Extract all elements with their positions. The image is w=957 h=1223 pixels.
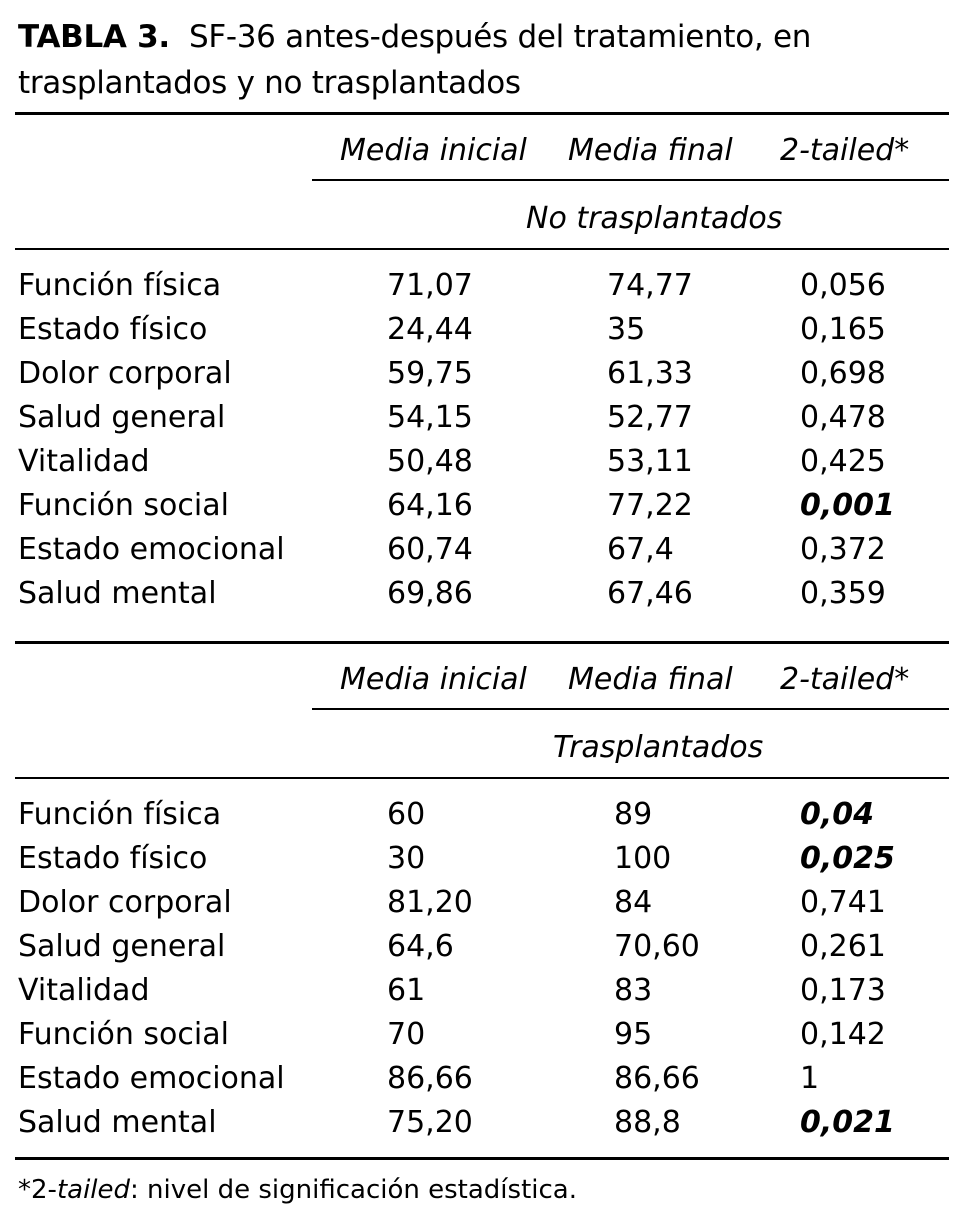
group-title: Trasplantados: [553, 730, 764, 765]
table-rule-top: [15, 641, 949, 644]
row-label: Salud mental: [18, 576, 217, 611]
value-final: 77,22: [607, 488, 693, 523]
column-header: Media inicial: [340, 133, 527, 168]
row-label: Vitalidad: [18, 444, 150, 479]
value-initial: 59,75: [387, 356, 473, 391]
table-footnote: *2-tailed: nivel de significación estadística.: [18, 1175, 577, 1205]
value-initial: 61: [387, 973, 426, 1008]
table-rule-top: [15, 112, 949, 115]
row-label: Estado emocional: [18, 532, 285, 567]
value-p: 0,001: [800, 488, 895, 523]
value-initial: 86,66: [387, 1061, 473, 1096]
table-rule-bottom: [15, 1157, 949, 1160]
value-final: 67,4: [607, 532, 674, 567]
value-initial: 30: [387, 841, 426, 876]
value-p: 0,021: [800, 1105, 895, 1140]
row-label: Vitalidad: [18, 973, 150, 1008]
value-initial: 50,48: [387, 444, 473, 479]
value-p: 0,698: [800, 356, 886, 391]
value-p: 1: [800, 1061, 820, 1096]
row-label: Función social: [18, 1017, 229, 1052]
value-initial: 71,07: [387, 268, 473, 303]
value-final: 95: [614, 1017, 653, 1052]
column-header: Media final: [568, 133, 733, 168]
value-initial: 24,44: [387, 312, 473, 347]
row-label: Estado físico: [18, 841, 208, 876]
column-header: 2-tailed*: [780, 662, 910, 697]
value-p: 0,142: [800, 1017, 886, 1052]
group-title: No trasplantados: [526, 201, 783, 236]
value-final: 84: [614, 885, 653, 920]
value-p: 0,478: [800, 400, 886, 435]
value-initial: 54,15: [387, 400, 473, 435]
group-title-rule: [15, 777, 949, 779]
value-p: 0,261: [800, 929, 886, 964]
row-label: Estado emocional: [18, 1061, 285, 1096]
row-label: Salud mental: [18, 1105, 217, 1140]
value-p: 0,056: [800, 268, 886, 303]
value-final: 83: [614, 973, 653, 1008]
column-header: 2-tailed*: [780, 133, 910, 168]
row-label: Dolor corporal: [18, 885, 232, 920]
value-initial: 81,20: [387, 885, 473, 920]
value-initial: 64,6: [387, 929, 454, 964]
value-p: 0,165: [800, 312, 886, 347]
value-p: 0,04: [800, 797, 875, 832]
row-label: Dolor corporal: [18, 356, 232, 391]
column-header: Media final: [568, 662, 733, 697]
value-final: 100: [614, 841, 672, 876]
table-caption: [18, 14, 948, 106]
value-final: 61,33: [607, 356, 693, 391]
value-initial: 60,74: [387, 532, 473, 567]
value-initial: 69,86: [387, 576, 473, 611]
value-final: 52,77: [607, 400, 693, 435]
row-label: Función física: [18, 268, 222, 303]
column-header-rule: [312, 179, 949, 181]
row-label: Salud general: [18, 929, 226, 964]
value-final: 35: [607, 312, 646, 347]
value-final: 88,8: [614, 1105, 681, 1140]
value-p: 0,372: [800, 532, 886, 567]
value-initial: 75,20: [387, 1105, 473, 1140]
value-initial: 70: [387, 1017, 426, 1052]
column-header: Media inicial: [340, 662, 527, 697]
value-final: 89: [614, 797, 653, 832]
group-title-rule: [15, 248, 949, 250]
table-number: TABLA 3.: [18, 19, 170, 55]
row-label: Estado físico: [18, 312, 208, 347]
row-label: Función física: [18, 797, 222, 832]
value-final: 74,77: [607, 268, 693, 303]
value-final: 67,46: [607, 576, 693, 611]
value-initial: 60: [387, 797, 426, 832]
row-label: Función social: [18, 488, 229, 523]
table-title: SF-36 antes-después del tratamiento, en trasplantados y no trasplantados: [18, 19, 812, 101]
value-p: 0,741: [800, 885, 886, 920]
row-label: Salud general: [18, 400, 226, 435]
value-p: 0,173: [800, 973, 886, 1008]
value-initial: 64,16: [387, 488, 473, 523]
value-final: 70,60: [614, 929, 700, 964]
value-final: 53,11: [607, 444, 693, 479]
value-p: 0,025: [800, 841, 895, 876]
value-p: 0,359: [800, 576, 886, 611]
value-p: 0,425: [800, 444, 886, 479]
value-final: 86,66: [614, 1061, 700, 1096]
column-header-rule: [312, 708, 949, 710]
